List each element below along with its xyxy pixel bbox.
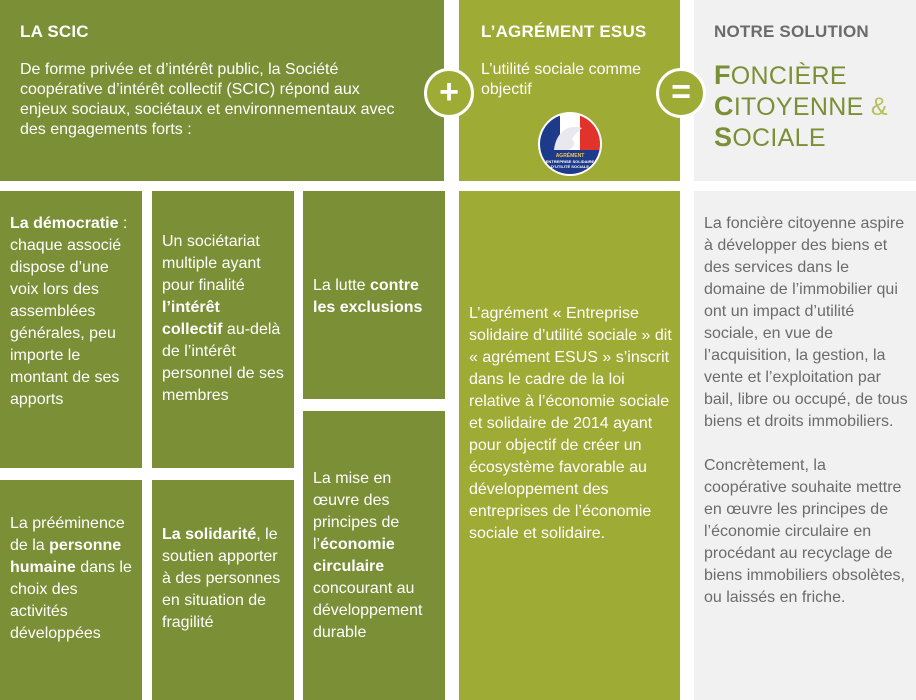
- brand-line3-cap: S: [714, 122, 733, 152]
- box-economie-text-before: La mise en œuvre des principes de l’: [313, 470, 400, 553]
- brand-name: [714, 60, 906, 153]
- scic-title: LA SCIC: [20, 22, 89, 41]
- brand-line2-rest: ITOYENNE: [733, 93, 864, 121]
- scic-intro: De forme privée et d’intérêt public, la Société coopérative d’intérêt collectif (SCIC) répond aux enjeux sociaux, sociétaux et environnementaux avec des engagements forts :: [20, 61, 395, 138]
- brand-line3-rest: OCIALE: [732, 124, 826, 152]
- plus-operator-icon: +: [424, 68, 474, 118]
- esus-body-panel: [459, 191, 680, 700]
- scic-header-panel: [0, 0, 444, 181]
- box-democratie-bold: La démocratie: [10, 215, 119, 232]
- box-personne-humaine: [0, 480, 142, 700]
- esus-body-text: L’agrément « Entreprise solidaire d’utilité sociale » dit « agrément ESUS » s’inscrit dans le cadre de la loi relative à l’économie sociale et solidaire de 2014 ayant pour objectif de créer un écosystème favorable au développement des entreprises de l’économie sociale et solidaire.: [469, 305, 672, 542]
- esus-logo-line3: D’UTILITÉ SOCIALE: [551, 164, 589, 169]
- box-societariat: [152, 191, 294, 468]
- brand-line1-rest: ONCIÈRE: [730, 62, 847, 90]
- esus-intro: L’utilité sociale comme objectif: [481, 61, 642, 98]
- brand-line2-cap: C: [714, 91, 734, 121]
- solution-title: NOTRE SOLUTION: [714, 22, 869, 41]
- solution-body-panel: [694, 191, 916, 700]
- box-exclusions-bold: contre les exclusions: [313, 277, 423, 316]
- box-personne-text-after: dans le choix des activités développées: [10, 559, 132, 642]
- box-personne-text-before: La prééminence de la: [10, 515, 125, 554]
- equals-operator-icon: =: [656, 68, 706, 118]
- box-societariat-text-after: au-delà de l’intérêt personnel de ses membres: [162, 321, 284, 404]
- box-economie-text-after: concourant au développement durable: [313, 580, 423, 641]
- esus-logo-line1: AGRÉMENT: [555, 153, 585, 159]
- box-societariat-text-before: Un sociétariat multiple ayant pour finalité: [162, 233, 261, 294]
- box-exclusions-text-before: La lutte: [313, 277, 370, 294]
- brand-line1-cap: F: [714, 60, 731, 90]
- box-exclusions: [303, 191, 445, 399]
- box-personne-bold: personne humaine: [10, 537, 122, 576]
- box-economie-bold: économie circulaire: [313, 536, 395, 575]
- esus-logo-line2: ENTREPRISE SOLIDAIRE: [545, 159, 595, 164]
- box-solidarite-bold: La solidarité: [162, 526, 257, 543]
- solution-paragraph-1: La foncière citoyenne aspire à développer des biens et des services dans le domaine de l’immobilier qui ont un impact d’utilité sociale, en vue de l’acquisition, la gestion, la vente et l’exploitation par bail, libre ou occupé, de tous biens et droits immobiliers.: [704, 215, 908, 430]
- solution-header-panel: [694, 0, 916, 181]
- box-solidarite-text: , le soutien apporter à des personnes en situation de fragilité: [162, 526, 281, 631]
- box-economie-circulaire: [303, 411, 445, 700]
- esus-logo: [538, 112, 602, 176]
- esus-title: L’AGRÉMENT ESUS: [481, 22, 647, 41]
- box-solidarite: [152, 480, 294, 700]
- brand-ampersand: &: [870, 93, 888, 121]
- box-democratie: [0, 191, 142, 468]
- box-societariat-bold: l’intérêt collectif: [162, 299, 223, 338]
- solution-paragraph-2: Concrètement, la coopérative souhaite mettre en œuvre les principes de l’économie circulaire en procédant au recyclage de biens immobiliers obsolètes, ou laissés en friche.: [704, 457, 905, 606]
- box-democratie-text: : chaque associé dispose d’une voix lors des assemblées générales, peu importe le montant de ses apports: [10, 215, 128, 408]
